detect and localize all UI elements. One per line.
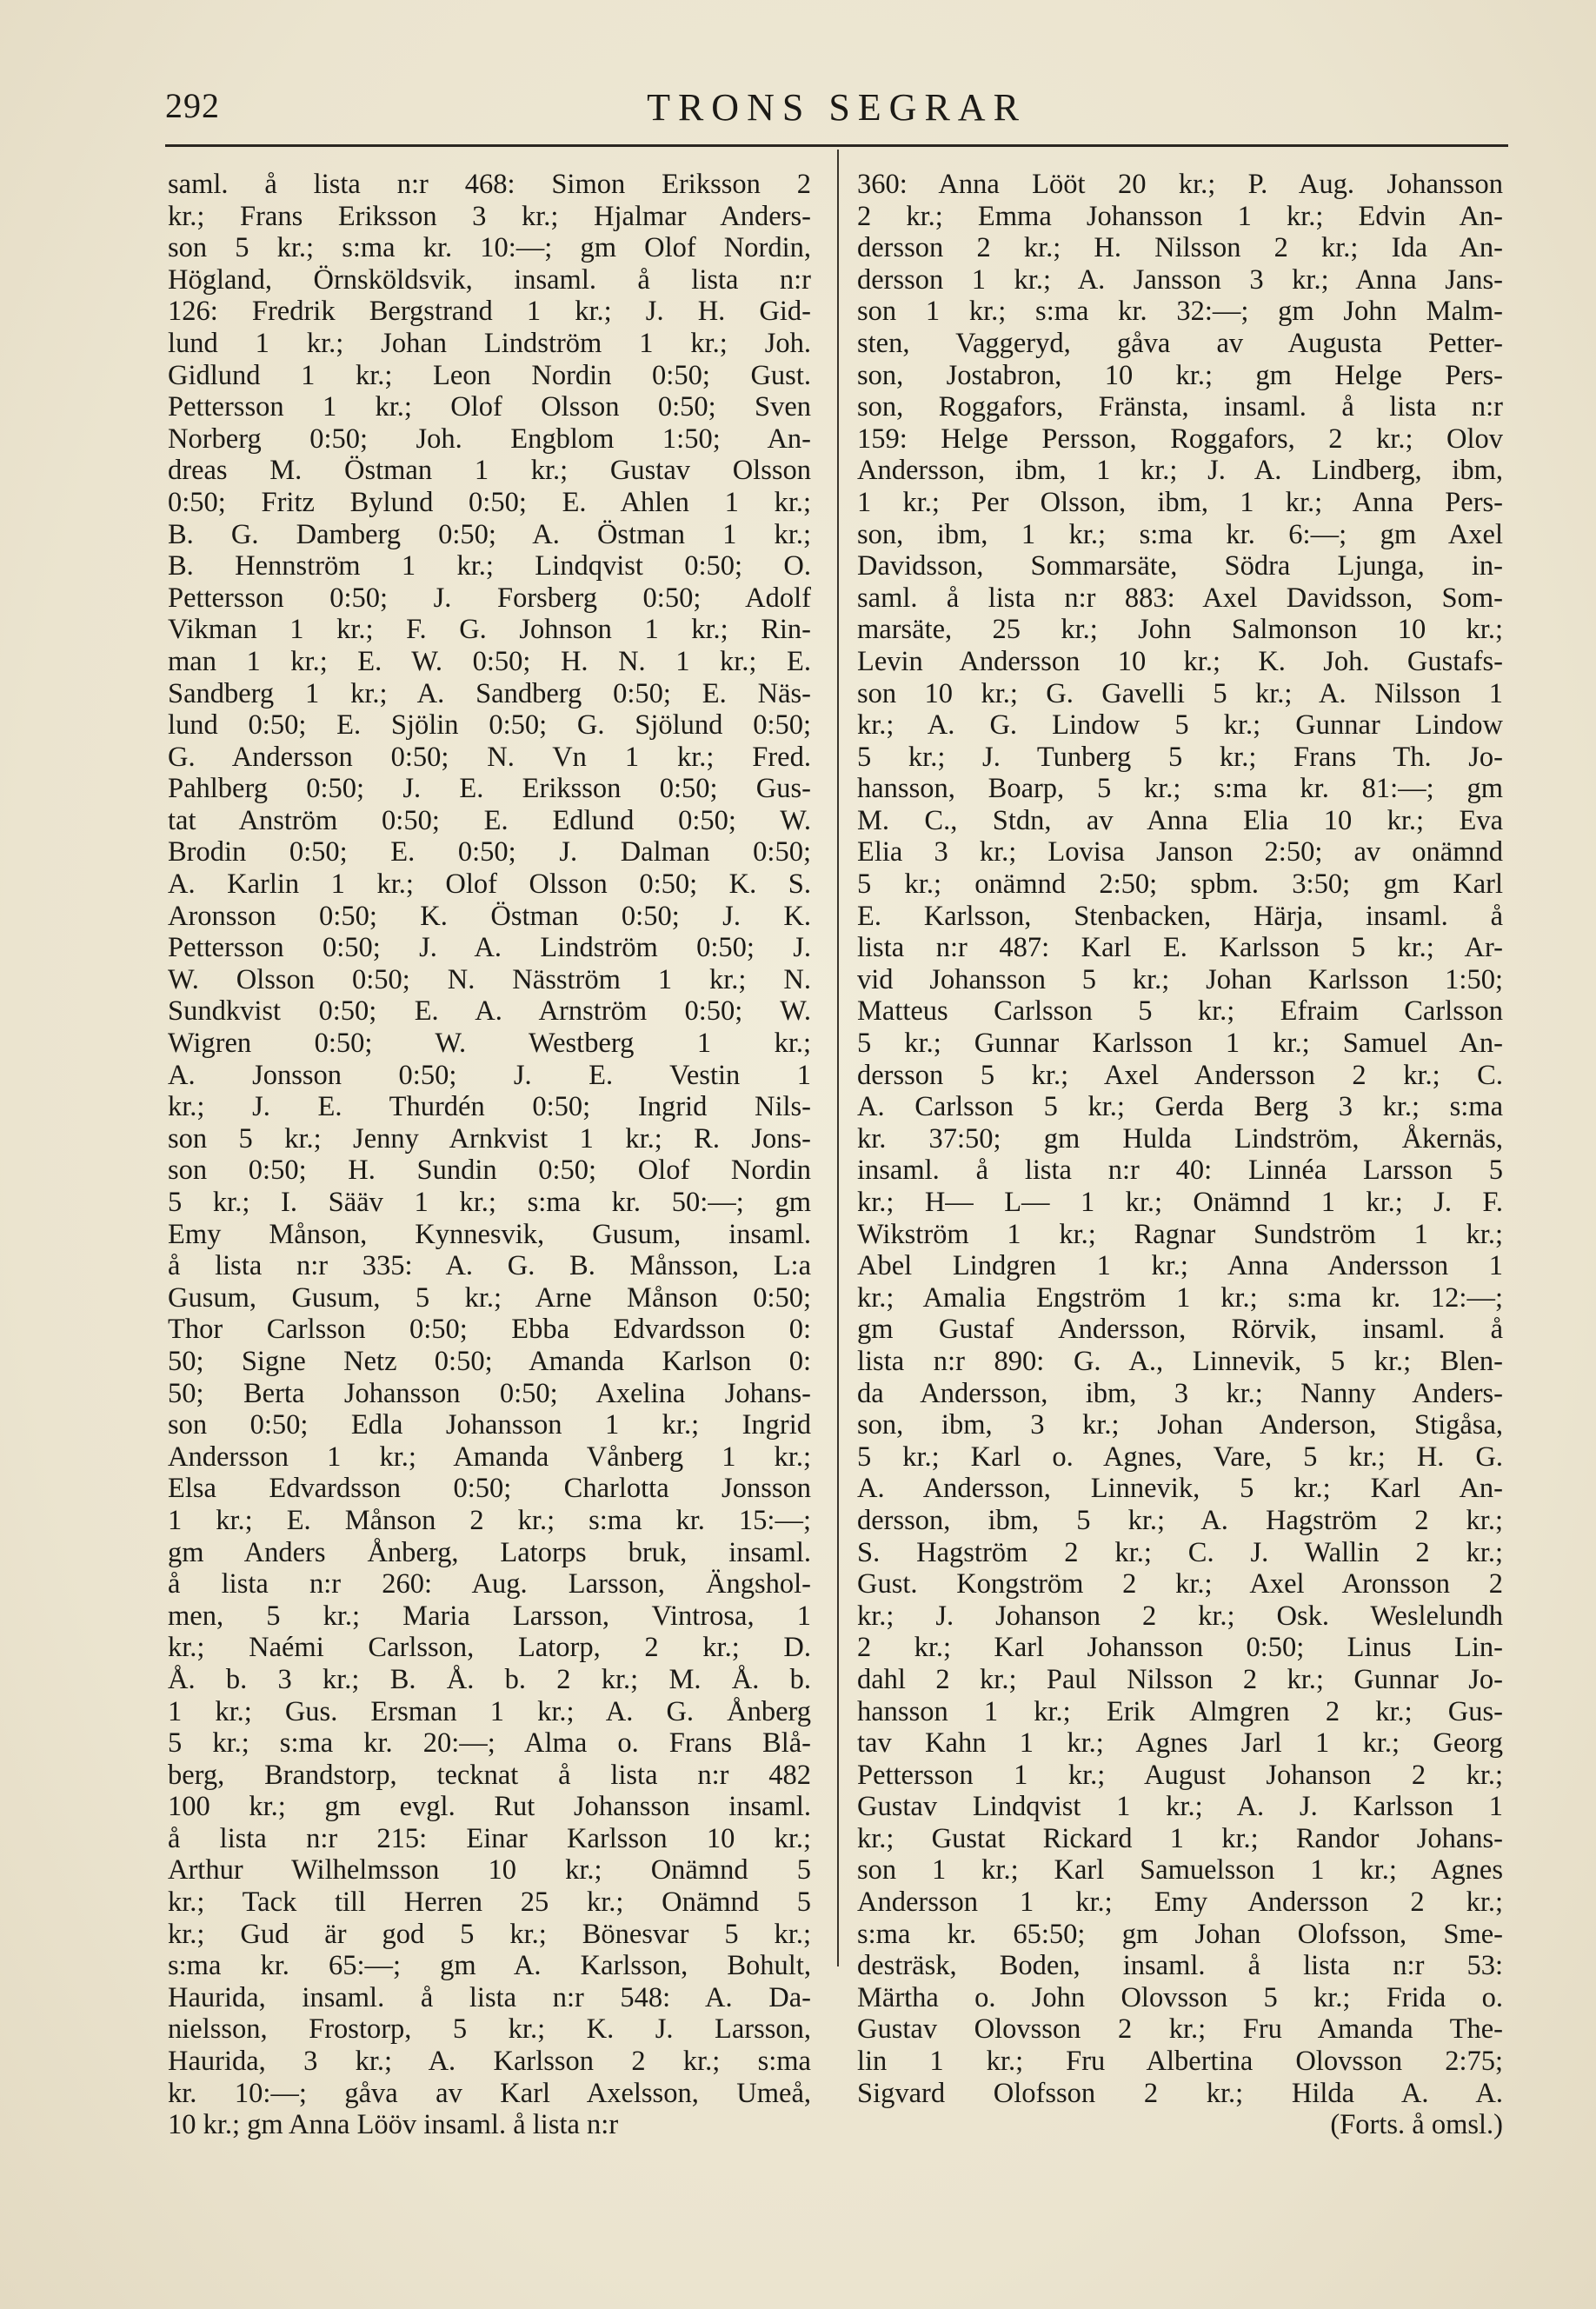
text-line: son 0:50; Edla Johansson 1 kr.; Ingrid (168, 1409, 811, 1441)
text-line: 2 kr.; Karl Johansson 0:50; Linus Lin- (857, 1632, 1503, 1664)
text-line: Haurida, insaml. å lista n:r 548: A. Da- (168, 1981, 811, 2013)
text-line: Haurida, 3 kr.; A. Karlsson 2 kr.; s:ma (168, 2046, 811, 2078)
text-line: son, ibm, 1 kr.; s:ma kr. 6:—; gm Axel (857, 518, 1503, 550)
text-line: 5 kr.; I. Sääv 1 kr.; s:ma kr. 50:—; gm (168, 1187, 811, 1218)
text-line: Arthur Wilhelmsson 10 kr.; Onämnd 5 (168, 1854, 811, 1886)
text-line: Emy Månson, Kynnesvik, Gusum, insaml. (168, 1218, 811, 1250)
running-title: TRONS SEGRAR (647, 86, 1027, 129)
text-line: Pahlberg 0:50; J. E. Eriksson 0:50; Gus- (168, 773, 811, 805)
text-line: å lista n:r 335: A. G. B. Månsson, L:a (168, 1250, 811, 1282)
text-line: Andersson, ibm, 1 kr.; J. A. Lindberg, ibm, (857, 455, 1503, 487)
text-line: Thor Carlsson 0:50; Ebba Edvardsson 0: (168, 1314, 811, 1346)
text-line: E. Karlsson, Stenbacken, Härja, insaml. å (857, 900, 1503, 932)
text-line: nielsson, Frostorp, 5 kr.; K. J. Larsson, (168, 2013, 811, 2046)
text-line: Gusum, Gusum, 5 kr.; Arne Månson 0:50; (168, 1281, 811, 1314)
text-line: Gustav Lindqvist 1 kr.; A. J. Karlsson 1 (857, 1791, 1503, 1823)
text-line: Davidsson, Sommarsäte, Södra Ljunga, in- (857, 550, 1503, 582)
text-line: tat Anström 0:50; E. Edlund 0:50; W. (168, 804, 811, 836)
text-line: Pettersson 0:50; J. Forsberg 0:50; Adolf (168, 582, 811, 614)
text-line: son, ibm, 3 kr.; Johan Anderson, Stigåsa, (857, 1409, 1503, 1441)
text-line: A. Carlsson 5 kr.; Gerda Berg 3 kr.; s:ma (857, 1091, 1503, 1123)
text-line: B. G. Damberg 0:50; A. Östman 1 kr.; (168, 518, 811, 550)
text-line: Högland, Örnsköldsvik, insaml. å lista n:r (168, 263, 811, 296)
text-line: 100 kr.; gm evgl. Rut Johansson insaml. (168, 1791, 811, 1823)
text-line: Aronsson 0:50; K. Östman 0:50; J. K. (168, 900, 811, 932)
text-line: vid Johansson 5 kr.; Johan Karlsson 1:50; (857, 963, 1503, 995)
text-line: lista n:r 487: Karl E. Karlsson 5 kr.; Ar- (857, 932, 1503, 964)
text-line: kr.; J. Johanson 2 kr.; Osk. Weslelundh (857, 1600, 1503, 1632)
text-line: son, Roggafors, Fränsta, insaml. å lista n:r (857, 391, 1503, 423)
text-line: 5 kr.; Karl o. Agnes, Vare, 5 kr.; H. G. (857, 1441, 1503, 1473)
text-line: saml. å lista n:r 468: Simon Eriksson 2 (168, 169, 811, 200)
text-line: kr.; Naémi Carlsson, Latorp, 2 kr.; D. (168, 1632, 811, 1664)
page-header (165, 85, 1508, 137)
text-line: lund 1 kr.; Johan Lindström 1 kr.; Joh. (168, 327, 811, 359)
text-line: 1 kr.; E. Månson 2 kr.; s:ma kr. 15:—; (168, 1504, 811, 1536)
text-line: Pettersson 1 kr.; Olof Olsson 0:50; Sven (168, 391, 811, 423)
text-line: kr. 37:50; gm Hulda Lindström, Åkernäs, (857, 1122, 1503, 1154)
text-line: kr.; J. E. Thurdén 0:50; Ingrid Nils- (168, 1091, 811, 1123)
text-line: desträsk, Boden, insaml. å lista n:r 53: (857, 1950, 1503, 1982)
text-line: da Andersson, ibm, 3 kr.; Nanny Anders- (857, 1377, 1503, 1409)
text-line: hansson 1 kr.; Erik Almgren 2 kr.; Gus- (857, 1695, 1503, 1727)
text-line: A. Andersson, Linnevik, 5 kr.; Karl An- (857, 1473, 1503, 1505)
text-line: (Forts. å omsl.) (1330, 2109, 1503, 2141)
text-line: son 0:50; H. Sundin 0:50; Olof Nordin (168, 1154, 811, 1187)
text-line: 1 kr.; Per Olsson, ibm, 1 kr.; Anna Pers- (857, 486, 1503, 518)
text-line: 5 kr.; J. Tunberg 5 kr.; Frans Th. Jo- (857, 741, 1503, 773)
text-line: Gust. Kongström 2 kr.; Axel Aronsson 2 (857, 1568, 1503, 1600)
text-line: Norberg 0:50; Joh. Engblom 1:50; An- (168, 423, 811, 455)
text-line: dersson, ibm, 5 kr.; A. Hagström 2 kr.; (857, 1504, 1503, 1536)
text-line: Levin Andersson 10 kr.; K. Joh. Gustafs- (857, 645, 1503, 677)
text-line: Sandberg 1 kr.; A. Sandberg 0:50; E. Näs- (168, 677, 811, 709)
right-column (857, 169, 1503, 2141)
text-line: kr.; A. G. Lindow 5 kr.; Gunnar Lindow (857, 709, 1503, 742)
text-line: lund 0:50; E. Sjölin 0:50; G. Sjölund 0:50; (168, 709, 811, 742)
text-line: s:ma kr. 65:50; gm Johan Olofsson, Sme- (857, 1918, 1503, 1950)
text-line: Elia 3 kr.; Lovisa Janson 2:50; av onämnd (857, 836, 1503, 868)
text-line: dersson 2 kr.; H. Nilsson 2 kr.; Ida An- (857, 232, 1503, 264)
header-rule (165, 144, 1508, 147)
text-line: insaml. å lista n:r 40: Linnéa Larsson 5 (857, 1154, 1503, 1187)
text-line: man 1 kr.; E. W. 0:50; H. N. 1 kr.; E. (168, 645, 811, 677)
text-line: lin 1 kr.; Fru Albertina Olovsson 2:75; (857, 2046, 1503, 2078)
text-line: dreas M. Östman 1 kr.; Gustav Olsson (168, 455, 811, 487)
text-line: A. Karlin 1 kr.; Olof Olsson 0:50; K. S. (168, 868, 811, 901)
text-line: B. Hennström 1 kr.; Lindqvist 0:50; O. (168, 550, 811, 582)
text-line: Vikman 1 kr.; F. G. Johnson 1 kr.; Rin- (168, 614, 811, 646)
text-line: tav Kahn 1 kr.; Agnes Jarl 1 kr.; Georg (857, 1727, 1503, 1760)
text-line: men, 5 kr.; Maria Larsson, Vintrosa, 1 (168, 1600, 811, 1632)
text-line: Pettersson 1 kr.; August Johanson 2 kr.; (857, 1759, 1503, 1791)
text-line: hansson, Boarp, 5 kr.; s:ma kr. 81:—; gm (857, 773, 1503, 805)
text-line: gm Gustaf Andersson, Rörvik, insaml. å (857, 1314, 1503, 1346)
text-line: S. Hagström 2 kr.; C. J. Wallin 2 kr.; (857, 1536, 1503, 1568)
text-line: berg, Brandstorp, tecknat å lista n:r 482 (168, 1759, 811, 1791)
text-line: dersson 5 kr.; Axel Andersson 2 kr.; C. (857, 1059, 1503, 1091)
text-line: saml. å lista n:r 883: Axel Davidsson, Som- (857, 582, 1503, 614)
text-line: son 1 kr.; Karl Samuelsson 1 kr.; Agnes (857, 1854, 1503, 1886)
text-line: kr.; Gustat Rickard 1 kr.; Randor Johans- (857, 1822, 1503, 1854)
text-line: Å. b. 3 kr.; B. Å. b. 2 kr.; M. Å. b. (168, 1663, 811, 1695)
text-line: 5 kr.; Gunnar Karlsson 1 kr.; Samuel An- (857, 1028, 1503, 1060)
text-line: Wikström 1 kr.; Ragnar Sundström 1 kr.; (857, 1218, 1503, 1250)
text-line: Elsa Edvardsson 0:50; Charlotta Jonsson (168, 1473, 811, 1505)
text-line: son 5 kr.; s:ma kr. 10:—; gm Olof Nordin, (168, 232, 811, 264)
text-line: Andersson 1 kr.; Emy Andersson 2 kr.; (857, 1886, 1503, 1919)
text-line: 126: Fredrik Bergstrand 1 kr.; J. H. Gid- (168, 296, 811, 328)
text-line: gm Anders Ånberg, Latorps bruk, insaml. (168, 1536, 811, 1568)
text-line: kr. 10:—; gåva av Karl Axelsson, Umeå, (168, 2077, 811, 2109)
text-line: son 5 kr.; Jenny Arnkvist 1 kr.; R. Jons- (168, 1122, 811, 1154)
text-line: Pettersson 0:50; J. A. Lindström 0:50; J. (168, 932, 811, 964)
text-line: Andersson 1 kr.; Amanda Vånberg 1 kr.; (168, 1441, 811, 1473)
text-line: å lista n:r 215: Einar Karlsson 10 kr.; (168, 1822, 811, 1854)
text-line: Gustav Olovsson 2 kr.; Fru Amanda The- (857, 2013, 1503, 2046)
text-line: Gidlund 1 kr.; Leon Nordin 0:50; Gust. (168, 359, 811, 391)
text-line: son 1 kr.; s:ma kr. 32:—; gm John Malm- (857, 296, 1503, 328)
text-line: 360: Anna Lööt 20 kr.; P. Aug. Johansson (857, 169, 1503, 200)
text-line: son, Jostabron, 10 kr.; gm Helge Pers- (857, 359, 1503, 391)
text-line: dersson 1 kr.; A. Jansson 3 kr.; Anna Jans- (857, 263, 1503, 296)
text-line: son 10 kr.; G. Gavelli 5 kr.; A. Nilsson 1 (857, 677, 1503, 709)
text-line: kr.; H— L— 1 kr.; Onämnd 1 kr.; J. F. (857, 1187, 1503, 1218)
text-line: A. Jonsson 0:50; J. E. Vestin 1 (168, 1059, 811, 1091)
text-line: 1 kr.; Gus. Ersman 1 kr.; A. G. Ånberg (168, 1695, 811, 1727)
text-line: 50; Berta Johansson 0:50; Axelina Johans- (168, 1377, 811, 1409)
text-line: marsäte, 25 kr.; John Salmonson 10 kr.; (857, 614, 1503, 646)
text-line: 0:50; Fritz Bylund 0:50; E. Ahlen 1 kr.; (168, 486, 811, 518)
left-column (168, 169, 811, 2141)
text-line: 10 kr.; gm Anna Lööv insaml. å lista n:r (168, 2109, 619, 2141)
text-line: 5 kr.; onämnd 2:50; spbm. 3:50; gm Karl (857, 868, 1503, 901)
text-line: G. Andersson 0:50; N. Vn 1 kr.; Fred. (168, 741, 811, 773)
text-line: kr.; Amalia Engström 1 kr.; s:ma kr. 12:—; (857, 1281, 1503, 1314)
text-line: kr.; Frans Eriksson 3 kr.; Hjalmar Anders- (168, 200, 811, 232)
text-line: dahl 2 kr.; Paul Nilsson 2 kr.; Gunnar Jo- (857, 1663, 1503, 1695)
text-line: kr.; Gud är god 5 kr.; Bönesvar 5 kr.; (168, 1918, 811, 1950)
text-line: å lista n:r 260: Aug. Larsson, Ängshol- (168, 1568, 811, 1600)
text-line: Sundkvist 0:50; E. A. Arnström 0:50; W. (168, 995, 811, 1028)
page-number: 292 (165, 86, 220, 125)
column-divider (837, 150, 839, 1966)
text-line: kr.; Tack till Herren 25 kr.; Onämnd 5 (168, 1886, 811, 1919)
text-line: 5 kr.; s:ma kr. 20:—; Alma o. Frans Blå- (168, 1727, 811, 1760)
text-line: Märtha o. John Olovsson 5 kr.; Frida o. (857, 1981, 1503, 2013)
text-line: lista n:r 890: G. A., Linnevik, 5 kr.; Blen- (857, 1345, 1503, 1377)
text-line: Sigvard Olofsson 2 kr.; Hilda A. A. (857, 2077, 1503, 2109)
text-line: Abel Lindgren 1 kr.; Anna Andersson 1 (857, 1250, 1503, 1282)
text-line: W. Olsson 0:50; N. Näsström 1 kr.; N. (168, 963, 811, 995)
text-line: 159: Helge Persson, Roggafors, 2 kr.; Olov (857, 423, 1503, 455)
text-line: 2 kr.; Emma Johansson 1 kr.; Edvin An- (857, 200, 1503, 232)
text-line: sten, Vaggeryd, gåva av Augusta Petter- (857, 327, 1503, 359)
text-line: 50; Signe Netz 0:50; Amanda Karlson 0: (168, 1345, 811, 1377)
text-line: Brodin 0:50; E. 0:50; J. Dalman 0:50; (168, 836, 811, 868)
text-line: M. C., Stdn, av Anna Elia 10 kr.; Eva (857, 804, 1503, 836)
text-line: Wigren 0:50; W. Westberg 1 kr.; (168, 1028, 811, 1060)
text-line: Matteus Carlsson 5 kr.; Efraim Carlsson (857, 995, 1503, 1028)
text-line: s:ma kr. 65:—; gm A. Karlsson, Bohult, (168, 1950, 811, 1982)
